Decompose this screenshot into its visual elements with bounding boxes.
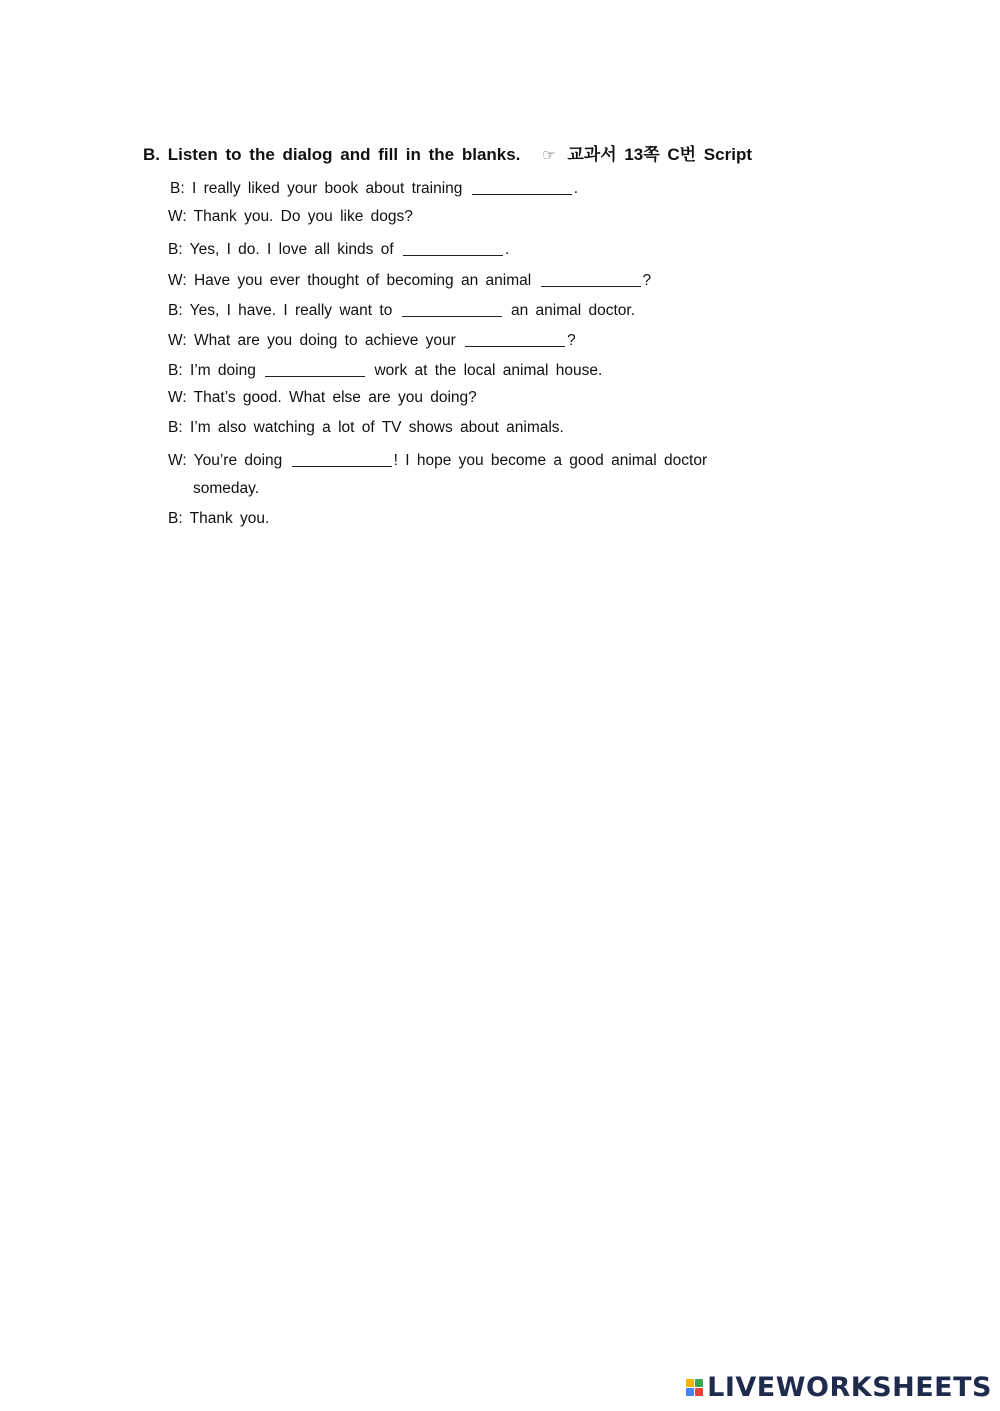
dialog-line: B: Yes, I do. I love all kinds of . xyxy=(168,241,510,258)
answer-blank[interactable] xyxy=(402,300,502,317)
dialog-line: W: What are you doing to achieve your ? xyxy=(168,332,576,349)
logo-mark-icon xyxy=(686,1379,703,1396)
section-heading xyxy=(143,140,752,165)
answer-blank[interactable] xyxy=(465,330,565,347)
dialog-line: B: I’m doing work at the local animal house. xyxy=(168,362,603,379)
logo-square xyxy=(695,1379,703,1387)
instruction-text: B. Listen to the dialog and fill in the blanks. xyxy=(143,145,521,164)
logo-square xyxy=(695,1388,703,1396)
answer-blank[interactable] xyxy=(292,450,392,467)
liveworksheets-logo[interactable] xyxy=(686,1372,992,1403)
textbook-reference xyxy=(542,145,752,164)
answer-blank[interactable] xyxy=(403,239,503,256)
answer-blank[interactable] xyxy=(472,178,572,195)
dialog-line: B: I’m also watching a lot of TV shows about animals. xyxy=(168,419,564,436)
pointing-hand-icon: ☞ xyxy=(542,147,556,164)
dialog-line: someday. xyxy=(193,480,260,497)
logo-text: LIVEWORKSHEETS xyxy=(707,1372,992,1403)
dialog-line: W: Have you ever thought of becoming an animal ? xyxy=(168,272,652,289)
answer-blank[interactable] xyxy=(541,270,641,287)
logo-square xyxy=(686,1379,694,1387)
logo-square xyxy=(686,1388,694,1396)
dialog-line: B: I really liked your book about training . xyxy=(170,180,579,197)
dialog-line: B: Yes, I have. I really want to an animal doctor. xyxy=(168,302,636,319)
dialog-line: W: You’re doing ! I hope you become a good animal doctor xyxy=(168,452,708,469)
dialog-line: B: Thank you. xyxy=(168,510,270,527)
dialog-line: W: That’s good. What else are you doing? xyxy=(168,389,477,406)
dialog-line: W: Thank you. Do you like dogs? xyxy=(168,208,413,225)
reference-text: 교과서 13쪽 C번 Script xyxy=(567,145,752,164)
answer-blank[interactable] xyxy=(265,360,365,377)
